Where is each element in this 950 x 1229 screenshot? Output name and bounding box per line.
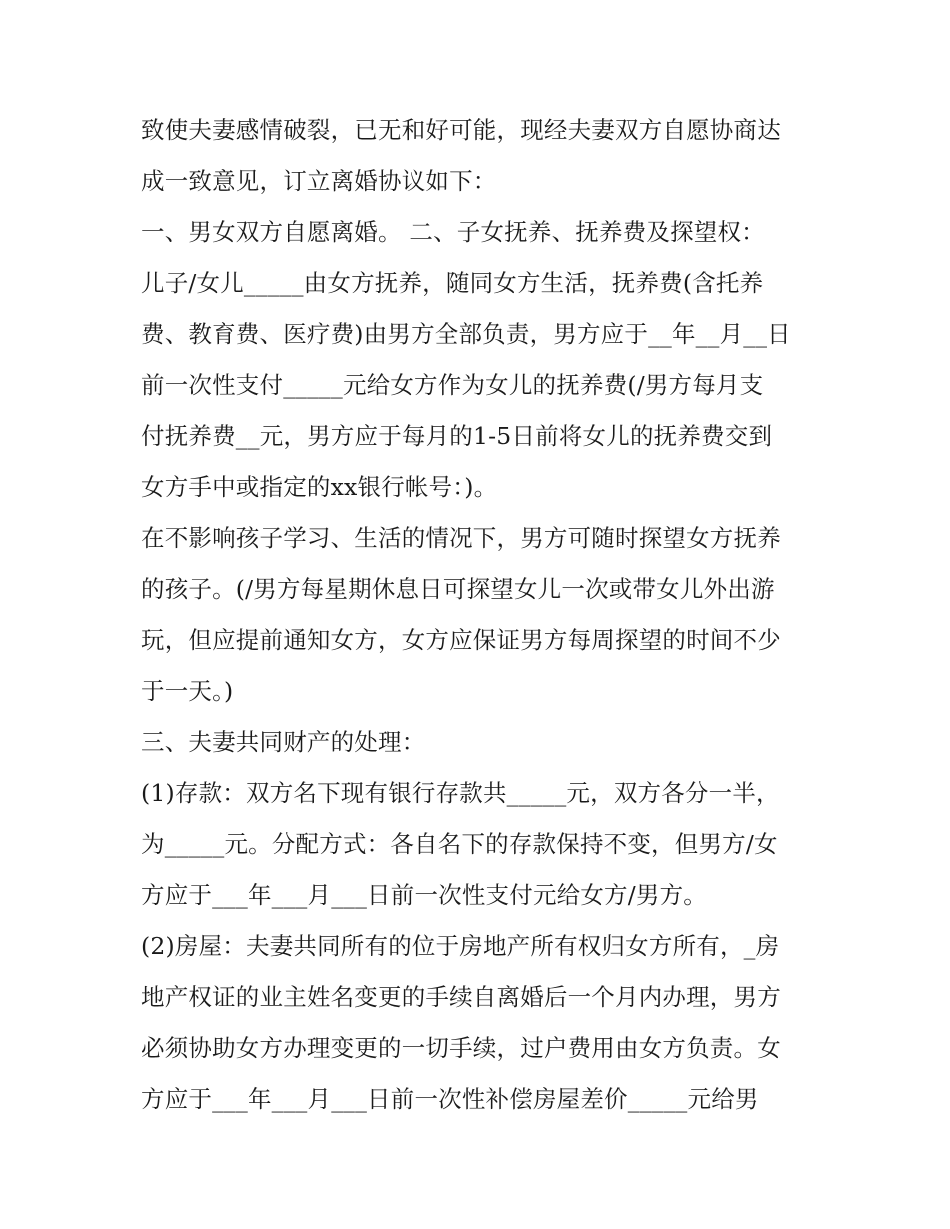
text-line: 在不影响孩子学习、生活的情况下，男方可随时探望女方抚养 [141, 524, 781, 552]
text-line: 致使夫妻感情破裂，已无和好可能，现经夫妻双方自愿协商达 [141, 116, 781, 144]
text-line: 为_____元。分配方式：各自名下的存款保持不变，但男方/女 [141, 830, 778, 858]
text-line: 的孩子。(/男方每星期休息日可探望女儿一次或带女儿外出游 [141, 575, 775, 603]
text-line: 方应于___年___月___日前一次性补偿房屋差价_____元给男 [141, 1085, 759, 1113]
text-line: 成一致意见，订立离婚协议如下： [141, 167, 497, 195]
text-line: 付抚养费__元，男方应于每月的1-5日前将女儿的抚养费交到 [141, 422, 773, 450]
text-line: (2)房屋：夫妻共同所有的位于房地产所有权归女方所有，_房 [141, 932, 780, 960]
text-line: 费、教育费、医疗费)由男方全部负责，男方应于__年__月__日 [141, 320, 791, 348]
text-line: 一、男女双方自愿离婚。 二、子女抚养、抚养费及探望权： [141, 218, 765, 246]
text-line: 地产权证的业主姓名变更的手续自离婚后一个月内办理，男方 [141, 983, 781, 1011]
text-line: 前一次性支付_____元给女方作为女儿的抚养费(/男方每月支 [141, 371, 764, 399]
text-line: 儿子/女儿_____由女方抚养，随同女方生活，抚养费(含托养 [141, 269, 764, 297]
text-line: 玩，但应提前通知女方，女方应保证男方每周探望的时间不少 [141, 626, 781, 654]
text-line: 三、夫妻共同财产的处理： [141, 728, 426, 756]
text-line: 于一天。) [141, 677, 234, 705]
text-line: 方应于___年___月___日前一次性支付元给女方/男方。 [141, 881, 707, 909]
text-line: 必须协助女方办理变更的一切手续，过户费用由女方负责。女 [141, 1034, 781, 1062]
text-line: (1)存款：双方名下现有银行存款共_____元，双方各分一半， [141, 779, 780, 807]
text-line: 女方手中或指定的xx银行帐号：)。 [141, 473, 498, 501]
document-body [141, 105, 821, 1125]
